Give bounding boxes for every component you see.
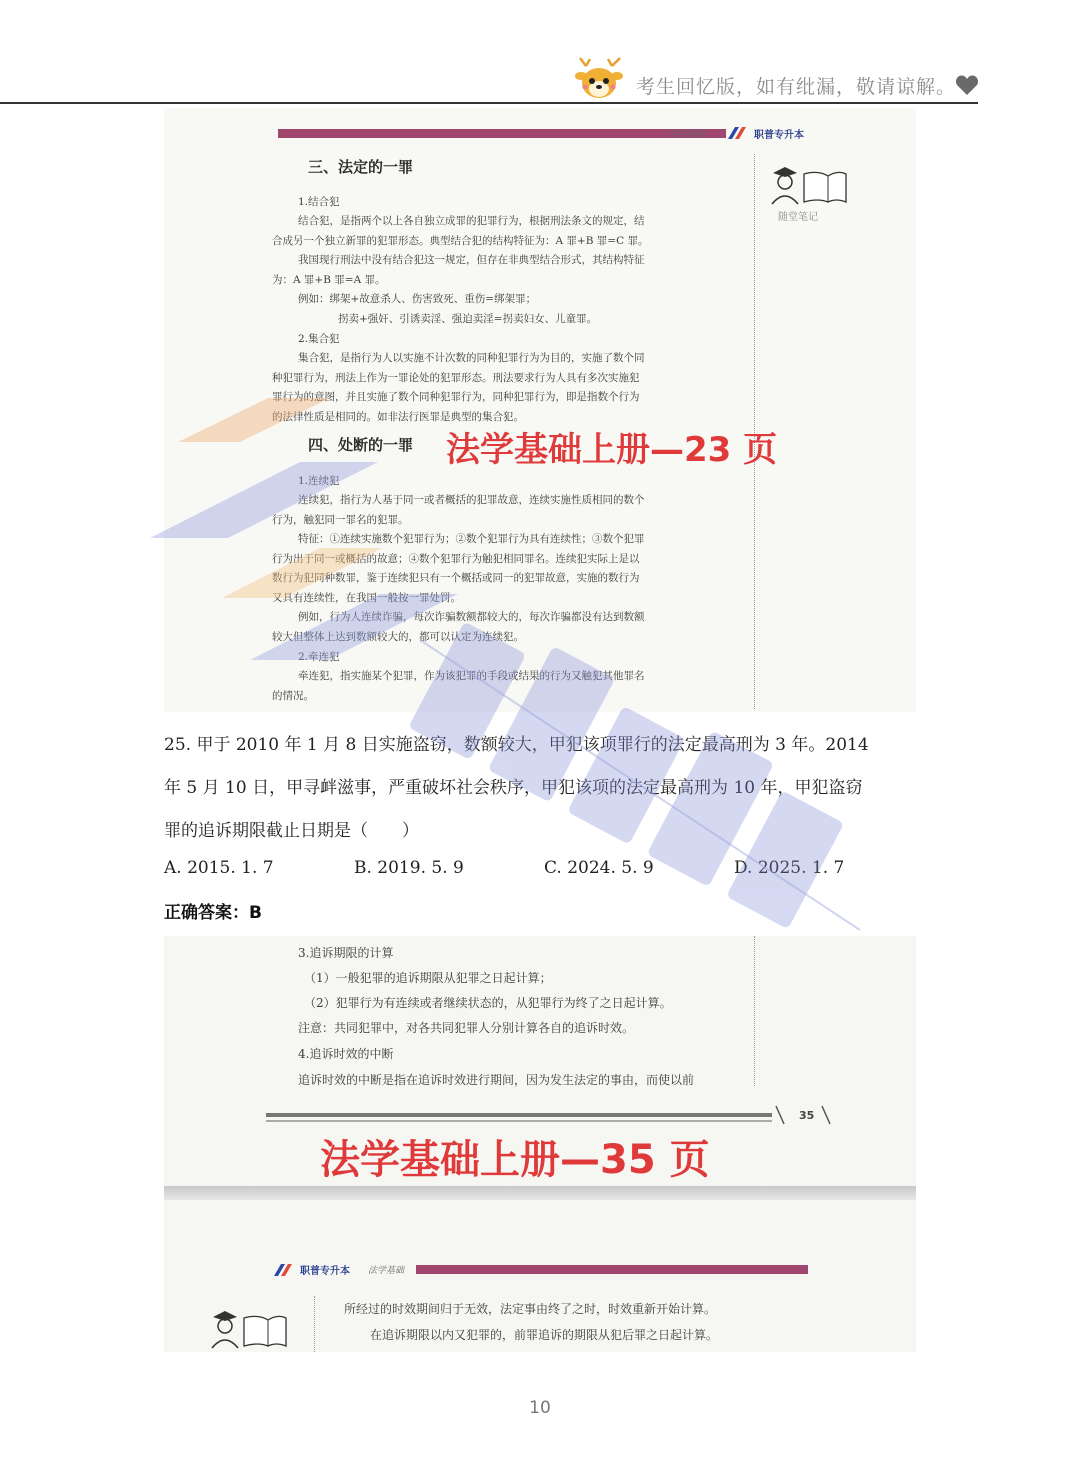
text-line: 牵连犯，指实施某个犯罪，作为该犯罪的手段或结果的行为又触犯其他罪名 bbox=[298, 670, 645, 682]
text-line: 连续犯，指行为人基于同一或者概括的犯罪故意，连续实施性质相同的数个 bbox=[298, 494, 645, 506]
textbook-scan-top bbox=[164, 108, 916, 712]
text-line: 拐卖+强奸、引诱卖淫、强迫卖淫=拐卖妇女、儿童罪。 bbox=[338, 313, 598, 325]
header-divider bbox=[0, 102, 978, 104]
student-reading-icon bbox=[768, 164, 848, 206]
header-tag: 法学基础 bbox=[669, 130, 706, 140]
text-line: 集合犯，是指行为人以实施不计次数的同种犯罪行为为目的，实施了数个同 bbox=[298, 352, 645, 364]
question-line-1: 25. 甲于 2010 年 1 月 8 日实施盗窃，数额较大，甲犯该项罪行的法定最高刑为 3 年。2014 bbox=[164, 735, 869, 755]
text-line: 的法律性质是相同的。如非法行医罪是典型的集合犯。 bbox=[272, 411, 524, 423]
text-line: 特征：①连续实施数个犯罪行为；②数个犯罪行为具有连续性；③数个犯罪 bbox=[298, 533, 645, 545]
text-line: 我国现行刑法中没有结合犯这一规定，但存在非典型结合形式，其结构特征 bbox=[298, 254, 645, 266]
section-title-4: 四、处断的一罪 bbox=[308, 436, 414, 454]
header-accent-bar bbox=[278, 129, 726, 138]
text-line: 2.集合犯 bbox=[298, 333, 340, 345]
page-footer-rule bbox=[266, 1113, 772, 1117]
text-line: 1.结合犯 bbox=[298, 196, 340, 208]
deer-mascot-icon bbox=[572, 56, 628, 102]
brand-logo-icon bbox=[272, 1263, 296, 1277]
text-line: 1.连续犯 bbox=[298, 475, 340, 487]
text-line: 为：A 罪+B 罪=A 罪。 bbox=[272, 274, 386, 286]
text-line: 例如，行为人连续诈骗，每次诈骗数额都较大的，每次诈骗都没有达到数额 bbox=[298, 611, 645, 623]
question-line-2: 年 5 月 10 日，甲寻衅滋事，严重破坏社会秩序，甲犯该项的法定最高刑为 10 年，甲犯盗窃 bbox=[164, 778, 863, 798]
text-line: 注意：共同犯罪中，对各共同犯罪人分别计算各自的追诉时效。 bbox=[298, 1021, 635, 1035]
option-c: C. 2024. 5. 9 bbox=[544, 858, 654, 878]
page-gutter bbox=[164, 1186, 916, 1200]
margin-divider bbox=[754, 936, 755, 1086]
page-reference-stamp: 法学基础上册—23 页 bbox=[446, 430, 778, 470]
section-title-3: 三、法定的一罪 bbox=[308, 158, 414, 176]
option-b: B. 2019. 5. 9 bbox=[354, 858, 464, 878]
header-tag: 法学基础 bbox=[368, 1266, 405, 1276]
text-line: 4.追诉时效的中断 bbox=[298, 1047, 394, 1061]
text-line: （1）一般犯罪的追诉期限从犯罪之日起计算； bbox=[304, 971, 552, 985]
option-a: A. 2015. 1. 7 bbox=[164, 858, 274, 878]
text-line: 3.追诉期限的计算 bbox=[298, 946, 394, 960]
correct-answer: 正确答案：B bbox=[164, 903, 262, 923]
option-d: D. 2025. 1. 7 bbox=[734, 858, 845, 878]
text-line: 行为出于同一或概括的故意；④数个犯罪行为触犯相同罪名。连续犯实际上是以 bbox=[272, 553, 640, 565]
student-reading-icon bbox=[208, 1308, 288, 1350]
text-line: 合成另一个独立新罪的犯罪形态。典型结合犯的结构特征为：A 罪+B 罪=C 罪。 bbox=[272, 235, 649, 247]
text-line: 所经过的时效期间归于无效，法定事由终了之时，时效重新开始计算。 bbox=[344, 1302, 717, 1316]
question-line-3: 罪的追诉期限截止日期是（ ） bbox=[164, 821, 419, 841]
text-line: 又具有连续性，在我国一般按一罪处罚。 bbox=[272, 592, 461, 604]
sidebar-note-label: 随堂笔记 bbox=[778, 212, 818, 223]
heart-icon bbox=[955, 74, 979, 96]
text-line: 追诉时效的中断是指在追诉时效进行期间，因为发生法定的事由，而使以前 bbox=[298, 1073, 695, 1087]
text-line: 2.牵连犯 bbox=[298, 651, 340, 663]
text-line: 行为，触犯同一罪名的犯罪。 bbox=[272, 514, 409, 526]
book-page-number: 35 bbox=[799, 1109, 815, 1122]
brand-name: 职普专升本 bbox=[754, 130, 804, 141]
header-disclaimer: 考生回忆版，如有纰漏，敬请谅解。 bbox=[636, 76, 957, 98]
brand-name: 职普专升本 bbox=[300, 1266, 350, 1277]
page-reference-stamp: 法学基础上册—35 页 bbox=[320, 1137, 710, 1183]
text-line: 罪行为的意图，并且实施了数个同种犯罪行为，同种犯罪行为，即是指数个行为 bbox=[272, 391, 640, 403]
text-line: 的情况。 bbox=[272, 690, 314, 702]
text-line: 在追诉期限以内又犯罪的，前罪追诉的期限从犯后罪之日起计算。 bbox=[370, 1328, 719, 1342]
page-number: 10 bbox=[529, 1398, 551, 1418]
text-line: 例如：绑架+故意杀人、伤害致死、重伤=绑架罪； bbox=[298, 293, 537, 305]
text-line: 数行为犯同种数罪，鉴于连续犯只有一个概括或同一的犯罪故意，实施的数行为 bbox=[272, 572, 640, 584]
header-accent-bar bbox=[416, 1265, 808, 1274]
textbook-scan-bottom bbox=[164, 936, 916, 1352]
text-line: （2）犯罪行为有连续或者继续状态的，从犯罪行为终了之日起计算。 bbox=[304, 996, 672, 1010]
margin-divider bbox=[314, 1296, 315, 1352]
text-line: 较大但整体上达到数额较大的，都可以认定为连续犯。 bbox=[272, 631, 524, 643]
text-line: 结合犯，是指两个以上各自独立成罪的犯罪行为，根据刑法条文的规定，结 bbox=[298, 215, 645, 227]
page-footer-rule bbox=[266, 1120, 772, 1122]
text-line: 种犯罪行为，刑法上作为一罪论处的犯罪形态。刑法要求行为人具有多次实施犯 bbox=[272, 372, 640, 384]
brand-logo-icon bbox=[726, 126, 750, 140]
